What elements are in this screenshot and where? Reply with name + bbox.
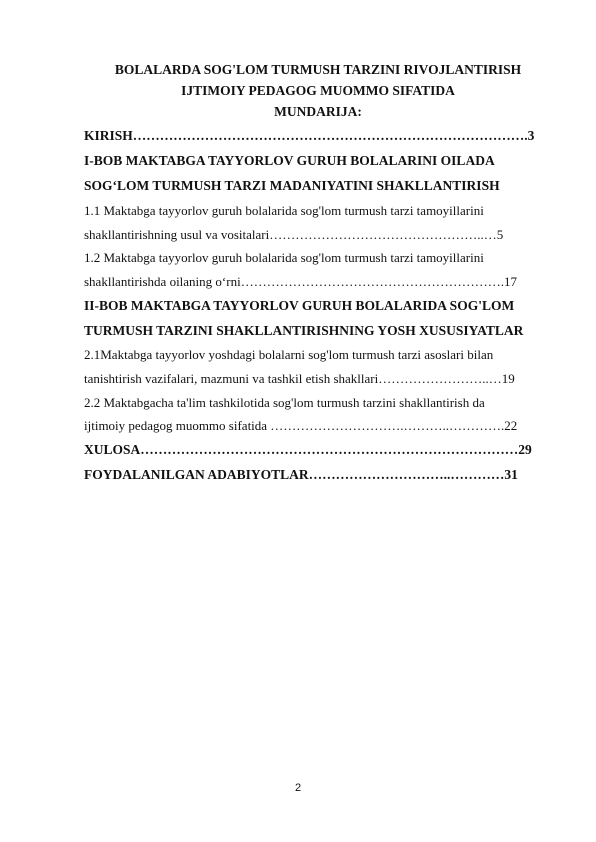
toc-section-2-2-line-2: ijtimoiy pedagog muommo sifatida ………………………….………..………….22 xyxy=(84,418,518,433)
page-number: 2 xyxy=(294,782,302,794)
toc-entry-conclusion: XULOSA…………………………………………………………………………29 xyxy=(84,442,532,457)
toc-section-2-2-line-1: 2.2 Maktabgacha ta'lim tashkilotida sog'lom turmush tarzini shakllantirish da xyxy=(84,395,485,410)
toc-entry-references: FOYDALANILGAN ADABIYOTLAR…………………………..…………31 xyxy=(84,467,518,482)
toc-section-1-1-line-1: 1.1 Maktabga tayyorlov guruh bolalarida sog'lom turmush tarzi tamoyillarini xyxy=(84,203,484,218)
document-title-line-2: IJTIMOIY PEDAGOG MUOMMO SIFATIDA xyxy=(181,83,455,98)
toc-entry-introduction: KIRISH…………………………………………………………………………….3 xyxy=(84,128,535,143)
toc-section-1-2-line-2: shakllantirishda oilaning o‘rni…………………………………………………….17 xyxy=(84,274,517,289)
toc-chapter-1-title-line-2: SOG‘LOM TURMUSH TARZI MADANIYATINI SHAKLLANTIRISH xyxy=(84,178,500,193)
toc-section-2-1-line-1: 2.1Maktabga tayyorlov yoshdagi bolalarni sog'lom turmush tarzi asoslari bilan xyxy=(84,347,494,362)
toc-chapter-2-title-line-2: TURMUSH TARZINI SHAKLLANTIRISHNING YOSH XUSUSIYATLAR xyxy=(84,323,524,338)
toc-section-2-1-line-2: tanishtirish vazifalari, mazmuni va tashkil etish shakllari……………………..…19 xyxy=(84,371,515,386)
toc-section-1-1-line-2: shakllantirishning usul va vositalari…………………………………………..…5 xyxy=(84,227,504,242)
toc-chapter-2-title-line-1: II-BOB MAKTABGA TAYYORLOV GURUH BOLALARIDA SOG'LOM xyxy=(84,298,515,313)
document-title-line-1: BOLALARDA SOG'LOM TURMUSH TARZINI RIVOJLANTIRISH xyxy=(114,62,522,77)
toc-chapter-1-title-line-1: I-BOB MAKTABGA TAYYORLOV GURUH BOLALARINI OILADA xyxy=(84,153,495,168)
toc-section-1-2-line-1: 1.2 Maktabga tayyorlov guruh bolalarida sog'lom turmush tarzi tamoyillarini xyxy=(84,250,484,265)
contents-heading: MUNDARIJA: xyxy=(274,104,362,119)
